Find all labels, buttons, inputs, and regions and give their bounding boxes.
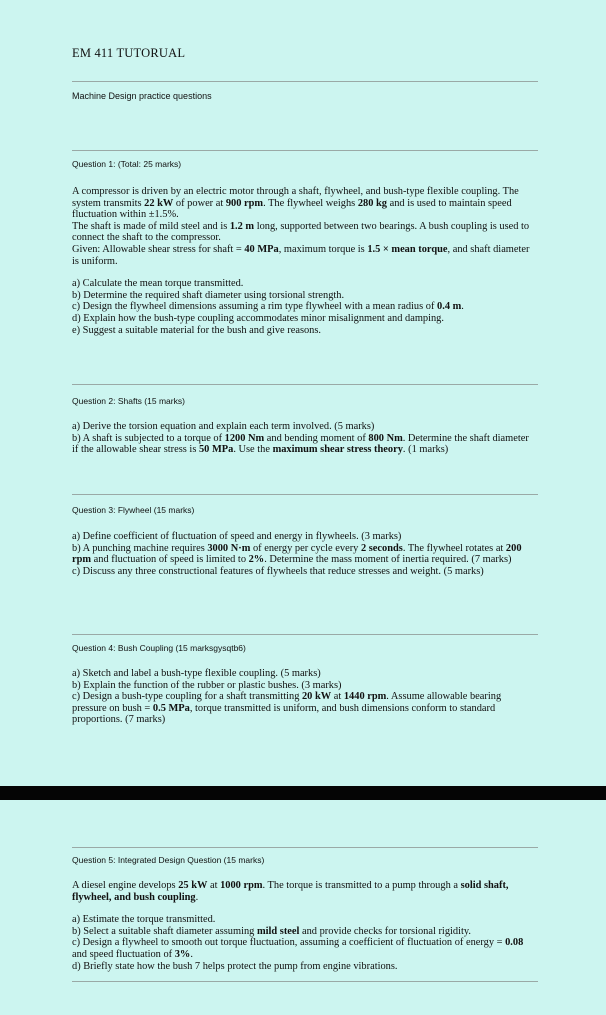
question-4-part-b: b) Explain the function of the rubber or plastic bushes. (3 marks) bbox=[72, 679, 342, 691]
question-1-part-d: d) Explain how the bush-type coupling accommodates minor misalignment and damping. bbox=[72, 312, 444, 324]
question-5-intro: A diesel engine develops 25 kW at 1000 rpm. The torque is transmitted to a pump through a solid shaft, flywheel, and bush coupling. bbox=[72, 880, 509, 903]
divider bbox=[72, 981, 538, 982]
question-1-part-a: a) Calculate the mean torque transmitted. bbox=[72, 278, 244, 290]
divider bbox=[72, 847, 538, 848]
question-1-part-b: b) Determine the required shaft diameter using torsional strength. bbox=[72, 289, 345, 301]
question-1-part-e: e) Suggest a suitable material for the bush and give reasons. bbox=[72, 324, 322, 336]
question-1-shaft-text: The shaft is made of mild steel and is 1.2 m long, supported between two bearings. A bush coupling is used to connect the shaft to the compressor. bbox=[72, 220, 530, 244]
divider bbox=[72, 384, 538, 385]
question-5-part-c: c) Design a flywheel to smooth out torque fluctuation, assuming a coefficient of fluctuation of energy = 0.08 and speed fluctuation of 3%. bbox=[72, 937, 524, 960]
question-5-part-a: a) Estimate the torque transmitted. bbox=[72, 914, 216, 926]
question-1-intro: A compressor is driven by an electric motor through a shaft, flywheel, and bush-type flexible coupling. The system transmits 22 kW of power at 900 rpm. The flywheel weighs 280 kg and is used to maintain speed fluctuation within ±1.5%. bbox=[72, 186, 519, 221]
question-2-part-b: b) A shaft is subjected to a torque of 1200 Nm and bending moment of 800 Nm. Determine the shaft diameter if the allowable shear stress is 50 MPa. Use the maximum shear stress theory. (1 marks) bbox=[72, 432, 529, 456]
question-3-body bbox=[72, 531, 536, 577]
divider bbox=[72, 634, 538, 635]
question-1-part-c: c) Design the flywheel dimensions assuming a rim type flywheel with a mean radius of 0.4 m. bbox=[72, 301, 464, 313]
question-5-part-b: b) Select a suitable shaft diameter assuming mild steel and provide checks for torsional rigidity. bbox=[72, 925, 471, 937]
question-1-heading: Question 1: (Total: 25 marks) bbox=[72, 159, 182, 169]
question-5-heading: Question 5: Integrated Design Question (15 marks) bbox=[72, 855, 265, 865]
question-5-body bbox=[72, 880, 536, 972]
question-2-heading: Question 2: Shafts (15 marks) bbox=[72, 396, 185, 406]
course-title: EM 411 TUTORUAL bbox=[72, 46, 186, 60]
question-2-part-a: a) Derive the torsion equation and explain each term involved. (5 marks) bbox=[72, 421, 375, 432]
question-4-part-c: c) Design a bush-type coupling for a shaft transmitting 20 kW at 1440 rpm. Assume allowable bearing pressure on bush = 0.5 MPa, torque transmitted is uniform, and bush dimensions conform to standard proportions. (7 marks) bbox=[72, 691, 502, 726]
question-4-body bbox=[72, 668, 536, 726]
question-3-heading: Question 3: Flywheel (15 marks) bbox=[72, 505, 195, 515]
document-page-2 bbox=[0, 800, 606, 1015]
question-3-part-b: b) A punching machine requires 3000 N·m of energy per cycle every 2 seconds. The flywheel rotates at 200 rpm and fluctuation of speed is limited to 2%. Determine the mass moment of inertia required. (7 marks) bbox=[72, 542, 522, 566]
question-3-part-c: c) Discuss any three constructional features of flywheels that reduce stresses and weight. (5 marks) bbox=[72, 565, 484, 577]
page-separator bbox=[0, 786, 606, 800]
question-1-body bbox=[72, 186, 536, 336]
question-4-heading: Question 4: Bush Coupling (15 marksgysqtb6) bbox=[72, 643, 246, 653]
divider bbox=[72, 81, 538, 82]
question-1-given: Given: Allowable shear stress for shaft = 40 MPa, maximum torque is 1.5 × mean torque, and shaft diameter is uniform. bbox=[72, 243, 530, 267]
divider bbox=[72, 150, 538, 151]
question-3-part-a: a) Define coefficient of fluctuation of speed and energy in flywheels. (3 marks) bbox=[72, 531, 402, 542]
question-5-part-d: d) Briefly state how the bush 7 helps protect the pump from engine vibrations. bbox=[72, 960, 398, 972]
document-subtitle: Machine Design practice questions bbox=[72, 91, 212, 101]
question-2-body bbox=[72, 421, 536, 456]
divider bbox=[72, 494, 538, 495]
question-4-part-a: a) Sketch and label a bush-type flexible coupling. (5 marks) bbox=[72, 668, 321, 679]
